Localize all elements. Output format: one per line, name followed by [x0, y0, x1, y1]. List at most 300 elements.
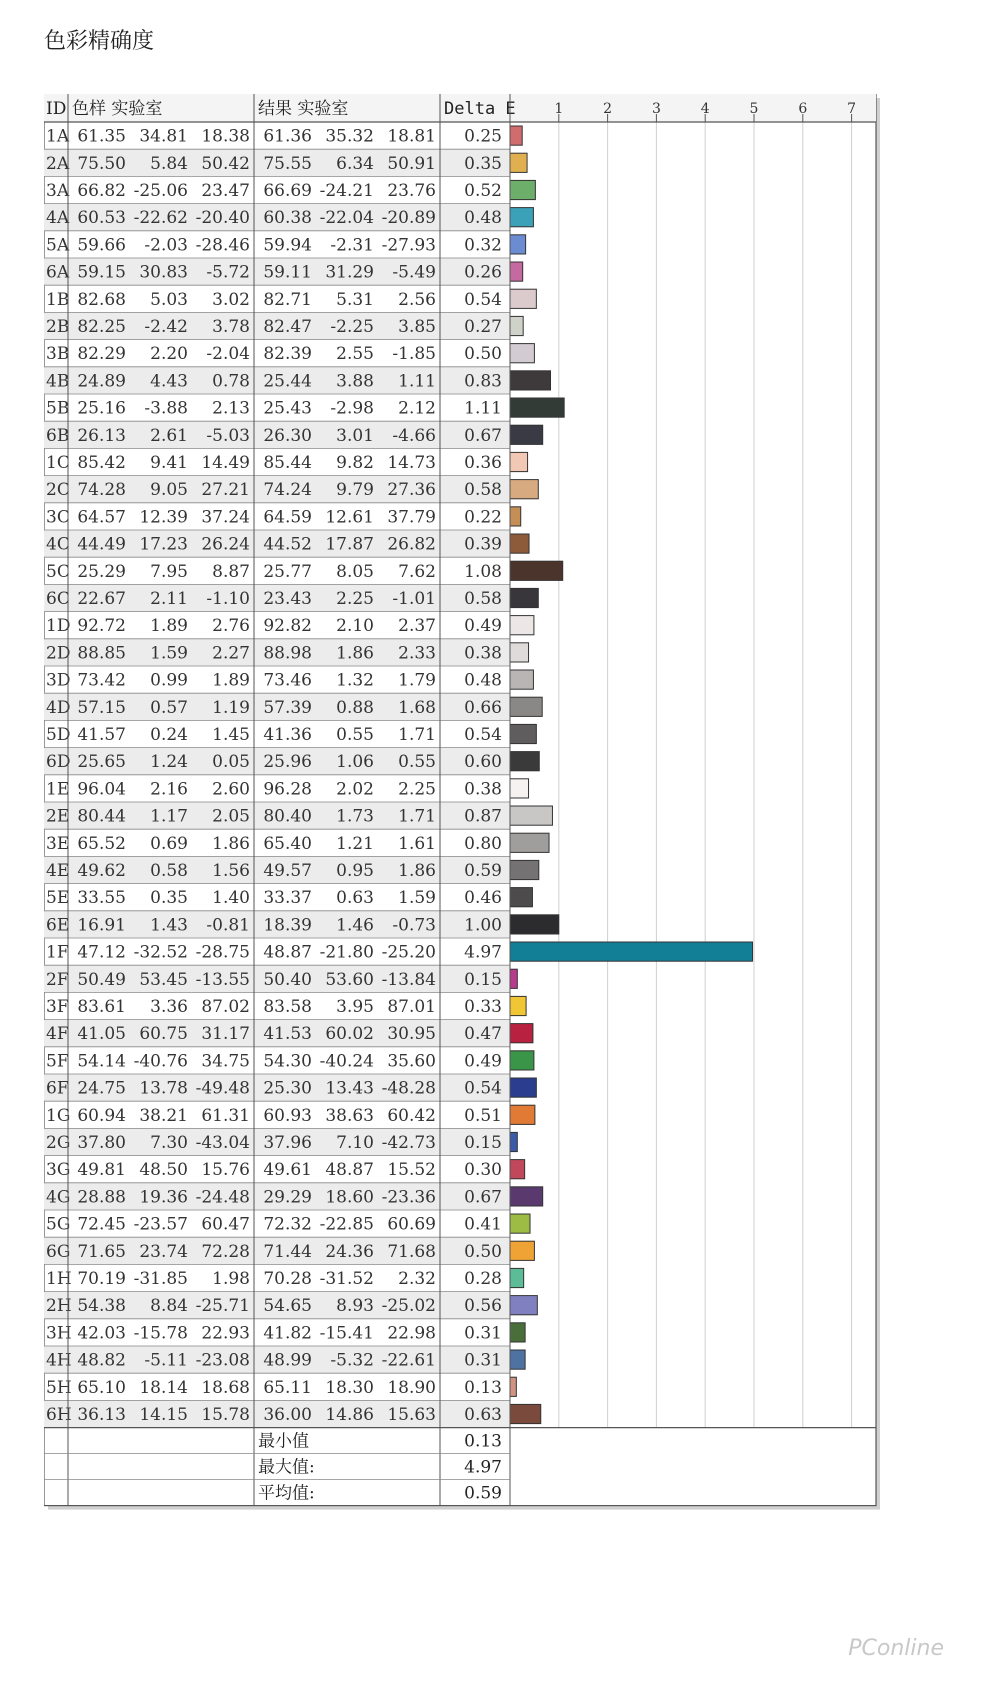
delta-e-bar	[510, 616, 534, 635]
sample-value: 41.57	[77, 724, 126, 745]
sample-value: 25.29	[77, 561, 126, 582]
result-value: -23.36	[381, 1187, 436, 1208]
result-value: -25.02	[381, 1296, 436, 1317]
sample-value: 60.94	[77, 1105, 126, 1126]
delta-e-bar	[510, 262, 523, 281]
delta-e-value: 0.49	[464, 616, 502, 637]
sample-value: 2.16	[150, 779, 188, 800]
result-value: 7.62	[398, 561, 436, 582]
delta-e-value: 0.32	[464, 235, 502, 256]
result-value: 1.59	[398, 888, 436, 909]
result-value: 87.01	[387, 996, 436, 1017]
sample-value: 82.25	[77, 316, 126, 337]
result-value: -5.49	[392, 262, 436, 283]
row-id: 1G	[46, 1105, 71, 1126]
sample-value: -28.46	[195, 235, 250, 256]
row-id: 6F	[46, 1078, 69, 1099]
result-value: 72.32	[263, 1214, 312, 1235]
sample-value: 5.84	[150, 153, 188, 174]
row-id: 1B	[46, 289, 70, 310]
result-value: 85.44	[263, 452, 312, 473]
sample-value: -0.81	[206, 915, 250, 936]
result-value: 25.43	[263, 398, 312, 419]
sample-value: -5.03	[206, 425, 250, 446]
sample-value: -32.52	[133, 942, 188, 963]
delta-e-value: 0.54	[464, 289, 502, 310]
delta-e-value: 0.38	[464, 643, 502, 664]
sample-value: 1.98	[212, 1268, 250, 1289]
result-value: 2.25	[336, 588, 374, 609]
delta-e-value: 0.31	[464, 1323, 502, 1344]
result-value: 9.82	[336, 452, 374, 473]
sample-value: 34.81	[139, 126, 188, 147]
sample-value: 41.05	[77, 1024, 126, 1045]
result-value: 35.32	[325, 126, 374, 147]
delta-e-value: 0.83	[464, 371, 502, 392]
row-id: 6H	[46, 1404, 72, 1425]
sample-value: 8.87	[212, 561, 250, 582]
sample-value: 1.59	[150, 643, 188, 664]
row-id: 6E	[46, 915, 70, 936]
result-value: -2.25	[330, 316, 374, 337]
row-id: 2F	[46, 969, 69, 990]
result-value: 26.30	[263, 425, 312, 446]
result-value: 60.42	[387, 1105, 436, 1126]
delta-e-bar	[510, 1024, 533, 1043]
x-tick-label: 3	[651, 101, 661, 117]
result-value: 64.59	[263, 507, 312, 528]
sample-value: 54.14	[77, 1051, 126, 1072]
sample-value: 1.89	[212, 670, 250, 691]
sample-value: 4.43	[150, 371, 188, 392]
delta-e-bar	[510, 779, 529, 798]
sample-value: 1.24	[150, 752, 188, 773]
delta-e-bar	[510, 915, 559, 934]
header-result: 结果 实验室	[258, 99, 349, 119]
delta-e-bar	[510, 425, 543, 444]
delta-e-value: 0.39	[464, 534, 502, 555]
result-value: -22.61	[381, 1350, 436, 1371]
delta-e-bar	[510, 180, 535, 199]
result-value: -1.01	[392, 588, 436, 609]
row-id: 3G	[46, 1160, 71, 1181]
sample-value: 66.82	[77, 180, 126, 201]
sample-value: 0.99	[150, 670, 188, 691]
delta-e-bar	[510, 126, 522, 145]
result-value: -24.21	[319, 180, 374, 201]
delta-e-bar	[510, 289, 536, 308]
result-value: 14.86	[325, 1404, 374, 1425]
result-value: 65.11	[263, 1377, 312, 1398]
x-tick-label: 7	[847, 101, 857, 117]
sample-value: 1.43	[150, 915, 188, 936]
delta-e-bar	[510, 833, 549, 852]
result-value: 71.68	[387, 1241, 436, 1262]
row-id: 5F	[46, 1051, 69, 1072]
result-value: 1.11	[398, 371, 436, 392]
sample-value: -1.10	[206, 588, 250, 609]
sample-value: 60.53	[77, 208, 126, 229]
delta-e-value: 0.33	[464, 996, 502, 1017]
sample-value: 59.15	[77, 262, 126, 283]
sample-value: 88.85	[77, 643, 126, 664]
result-value: -5.32	[330, 1350, 374, 1371]
row-id: 2G	[46, 1132, 71, 1153]
delta-e-value: 0.54	[464, 724, 502, 745]
summary-value: 4.97	[464, 1457, 502, 1478]
result-value: 82.47	[263, 316, 312, 337]
delta-e-bar	[510, 697, 542, 716]
sample-value: 42.03	[77, 1323, 126, 1344]
delta-e-bar	[510, 724, 536, 743]
sample-value: 9.05	[150, 480, 188, 501]
sample-value: 1.56	[212, 860, 250, 881]
result-value: 1.71	[398, 724, 436, 745]
delta-e-bar	[510, 888, 532, 907]
row-id: 5B	[46, 398, 70, 419]
delta-e-bar	[510, 1350, 525, 1369]
sample-value: 28.88	[77, 1187, 126, 1208]
row-id: 1H	[46, 1268, 72, 1289]
result-value: 18.81	[387, 126, 436, 147]
sample-value: 71.65	[77, 1241, 126, 1262]
result-value: -40.24	[319, 1051, 374, 1072]
result-value: 1.86	[398, 860, 436, 881]
result-value: 2.37	[398, 616, 436, 637]
sample-value: -23.57	[133, 1214, 188, 1235]
sample-value: 22.93	[201, 1323, 250, 1344]
sample-value: 0.78	[212, 371, 250, 392]
sample-value: 0.24	[150, 724, 188, 745]
result-value: -21.80	[319, 942, 374, 963]
result-value: -48.28	[381, 1078, 436, 1099]
sample-value: 83.61	[77, 996, 126, 1017]
result-value: 3.85	[398, 316, 436, 337]
result-value: 70.28	[263, 1268, 312, 1289]
delta-e-bar	[510, 969, 517, 988]
result-value: 74.24	[263, 480, 312, 501]
result-value: -25.20	[381, 942, 436, 963]
sample-value: 64.57	[77, 507, 126, 528]
watermark: PConline	[848, 1636, 944, 1661]
sample-value: 15.76	[201, 1160, 250, 1181]
result-value: 15.52	[387, 1160, 436, 1181]
sample-value: 50.42	[201, 153, 250, 174]
sample-value: 59.66	[77, 235, 126, 256]
result-value: 50.40	[263, 969, 312, 990]
row-id: 6D	[46, 752, 71, 773]
result-value: 30.95	[387, 1024, 436, 1045]
sample-value: 1.89	[150, 616, 188, 637]
x-tick-label: 4	[700, 101, 710, 117]
row-id: 3D	[46, 670, 71, 691]
result-value: 37.96	[263, 1132, 312, 1153]
result-value: 41.53	[263, 1024, 312, 1045]
sample-value: 50.49	[77, 969, 126, 990]
result-value: 2.33	[398, 643, 436, 664]
delta-e-bar	[510, 643, 529, 662]
delta-e-value: 0.15	[464, 969, 502, 990]
sample-value: 37.80	[77, 1132, 126, 1153]
result-value: 1.46	[336, 915, 374, 936]
row-id: 5D	[46, 724, 71, 745]
result-value: 17.87	[325, 534, 374, 555]
sample-value: 60.47	[201, 1214, 250, 1235]
delta-e-bar	[510, 371, 551, 390]
result-value: 82.39	[263, 344, 312, 365]
row-id: 2C	[46, 480, 70, 501]
sample-value: 2.60	[212, 779, 250, 800]
result-value: 0.95	[336, 860, 374, 881]
sample-value: 57.15	[77, 697, 126, 718]
result-value: 18.39	[263, 915, 312, 936]
result-value: 88.98	[263, 643, 312, 664]
sample-value: -25.06	[133, 180, 188, 201]
sample-value: -31.85	[133, 1268, 188, 1289]
delta-e-value: 0.36	[464, 452, 502, 473]
row-id: 5E	[46, 888, 70, 909]
result-value: 33.37	[263, 888, 312, 909]
result-value: 1.73	[336, 806, 374, 827]
delta-e-value: 0.50	[464, 1241, 502, 1262]
delta-e-value: 0.41	[464, 1214, 502, 1235]
result-value: 1.86	[336, 643, 374, 664]
delta-e-value: 0.48	[464, 208, 502, 229]
sample-value: 18.68	[201, 1377, 250, 1398]
sample-value: 14.15	[139, 1404, 188, 1425]
delta-e-bar	[510, 1404, 541, 1423]
header-sample: 色样 实验室	[72, 99, 163, 119]
result-value: 65.40	[263, 833, 312, 854]
sample-value: 15.78	[201, 1404, 250, 1425]
row-id: 6G	[46, 1241, 71, 1262]
sample-value: 24.75	[77, 1078, 126, 1099]
result-value: 2.10	[336, 616, 374, 637]
summary-label: 平均值:	[258, 1483, 315, 1504]
delta-e-bar	[510, 1296, 537, 1315]
result-value: 48.99	[263, 1350, 312, 1371]
row-id: 1F	[46, 942, 69, 963]
delta-e-bar	[510, 1377, 516, 1396]
sample-value: 61.31	[201, 1105, 250, 1126]
sample-value: 60.75	[139, 1024, 188, 1045]
delta-e-bar	[510, 1160, 525, 1179]
result-value: 6.34	[336, 153, 374, 174]
delta-e-value: 0.25	[464, 126, 502, 147]
result-value: 18.90	[387, 1377, 436, 1398]
row-id: 3E	[46, 833, 70, 854]
sample-value: 0.57	[150, 697, 188, 718]
result-value: 0.88	[336, 697, 374, 718]
result-value: 60.38	[263, 208, 312, 229]
color-accuracy-report	[44, 94, 944, 1614]
result-value: 92.82	[263, 616, 312, 637]
sample-value: 31.17	[201, 1024, 250, 1045]
sample-value: 25.65	[77, 752, 126, 773]
result-value: 25.30	[263, 1078, 312, 1099]
sample-value: 61.35	[77, 126, 126, 147]
result-value: 3.95	[336, 996, 374, 1017]
row-id: 3C	[46, 507, 70, 528]
sample-value: 13.78	[139, 1078, 188, 1099]
sample-value: 70.19	[77, 1268, 126, 1289]
delta-e-bar	[510, 507, 521, 526]
sample-value: 5.03	[150, 289, 188, 310]
row-id: 5G	[46, 1214, 71, 1235]
sample-value: 25.16	[77, 398, 126, 419]
sample-value: 33.55	[77, 888, 126, 909]
delta-e-chart	[44, 94, 944, 1614]
row-id: 4A	[46, 208, 70, 229]
sample-value: -49.48	[195, 1078, 250, 1099]
delta-e-bar	[510, 1323, 525, 1342]
result-value: 53.60	[325, 969, 374, 990]
delta-e-value: 0.22	[464, 507, 502, 528]
result-value: 1.71	[398, 806, 436, 827]
delta-e-value: 0.47	[464, 1024, 502, 1045]
result-value: 26.82	[387, 534, 436, 555]
delta-e-bar	[510, 1105, 535, 1124]
row-id: 4B	[46, 371, 70, 392]
result-value: 83.58	[263, 996, 312, 1017]
delta-e-bar	[510, 153, 527, 172]
sample-value: 65.10	[77, 1377, 126, 1398]
row-id: 2D	[46, 643, 71, 664]
delta-e-bar	[510, 1268, 524, 1287]
result-value: 44.52	[263, 534, 312, 555]
result-value: 41.36	[263, 724, 312, 745]
result-value: 73.46	[263, 670, 312, 691]
result-value: -22.85	[319, 1214, 374, 1235]
sample-value: 85.42	[77, 452, 126, 473]
delta-e-bar	[510, 752, 539, 771]
sample-value: 96.04	[77, 779, 126, 800]
delta-e-value: 0.50	[464, 344, 502, 365]
result-value: 1.06	[336, 752, 374, 773]
delta-e-bar	[510, 452, 528, 471]
delta-e-value: 0.59	[464, 860, 502, 881]
result-value: 24.36	[325, 1241, 374, 1262]
sample-value: 1.45	[212, 724, 250, 745]
sample-value: 87.02	[201, 996, 250, 1017]
result-value: 14.73	[387, 452, 436, 473]
x-tick-label: 1	[554, 101, 564, 117]
row-id: 3A	[46, 180, 70, 201]
sample-value: 0.69	[150, 833, 188, 854]
delta-e-bar	[510, 316, 523, 335]
row-id: 1C	[46, 452, 70, 473]
sample-value: 26.24	[201, 534, 250, 555]
sample-value: 3.36	[150, 996, 188, 1017]
row-id: 4H	[46, 1350, 72, 1371]
header-delta: Delta E	[444, 99, 516, 119]
delta-e-value: 0.87	[464, 806, 502, 827]
delta-e-value: 1.00	[464, 915, 502, 936]
delta-e-bar	[510, 1132, 517, 1151]
delta-e-value: 0.15	[464, 1132, 502, 1153]
result-value: 7.10	[336, 1132, 374, 1153]
sample-value: 0.58	[150, 860, 188, 881]
delta-e-bar	[510, 208, 533, 227]
result-value: 49.61	[263, 1160, 312, 1181]
delta-e-value: 0.54	[464, 1078, 502, 1099]
sample-value: -3.88	[144, 398, 188, 419]
sample-value: 47.12	[77, 942, 126, 963]
delta-e-value: 0.66	[464, 697, 502, 718]
sample-value: 74.28	[77, 480, 126, 501]
sample-value: 9.41	[150, 452, 188, 473]
sample-value: -24.48	[195, 1187, 250, 1208]
sample-value: 38.21	[139, 1105, 188, 1126]
result-value: 25.44	[263, 371, 312, 392]
sample-value: 2.27	[212, 643, 250, 664]
row-id: 2H	[46, 1296, 72, 1317]
sample-value: 7.95	[150, 561, 188, 582]
sample-value: 54.38	[77, 1296, 126, 1317]
sample-value: 48.82	[77, 1350, 126, 1371]
row-id: 6C	[46, 588, 70, 609]
result-value: 29.29	[263, 1187, 312, 1208]
sample-value: 23.47	[201, 180, 250, 201]
sample-value: -25.71	[195, 1296, 250, 1317]
sample-value: -2.04	[206, 344, 250, 365]
delta-e-value: 0.51	[464, 1105, 502, 1126]
summary-value: 0.13	[464, 1431, 502, 1452]
row-id: 2A	[46, 153, 70, 174]
x-tick-label: 5	[749, 101, 759, 117]
result-value: 59.11	[263, 262, 312, 283]
summary-label: 最小值	[258, 1431, 309, 1452]
sample-value: 92.72	[77, 616, 126, 637]
delta-e-bar	[510, 480, 538, 499]
result-value: 35.60	[387, 1051, 436, 1072]
sample-value: 49.81	[77, 1160, 126, 1181]
delta-e-bar	[510, 670, 533, 689]
sample-value: 17.23	[139, 534, 188, 555]
result-value: 8.93	[336, 1296, 374, 1317]
result-value: 75.55	[263, 153, 312, 174]
delta-e-bar	[510, 344, 534, 363]
result-value: 54.65	[263, 1296, 312, 1317]
sample-value: -28.75	[195, 942, 250, 963]
sample-value: 2.13	[212, 398, 250, 419]
sample-value: 24.89	[77, 371, 126, 392]
delta-e-bar	[510, 534, 529, 553]
sample-value: 8.84	[150, 1296, 188, 1317]
delta-e-value: 0.26	[464, 262, 502, 283]
sample-value: 80.44	[77, 806, 126, 827]
delta-e-value: 0.56	[464, 1296, 502, 1317]
sample-value: 7.30	[150, 1132, 188, 1153]
sample-value: 65.52	[77, 833, 126, 854]
sample-value: -40.76	[133, 1051, 188, 1072]
result-value: 57.39	[263, 697, 312, 718]
result-value: 12.61	[325, 507, 374, 528]
delta-e-bar	[510, 235, 526, 254]
delta-e-bar	[510, 942, 753, 961]
delta-e-value: 0.67	[464, 425, 502, 446]
sample-value: 0.05	[212, 752, 250, 773]
result-value: 66.69	[263, 180, 312, 201]
result-value: 25.96	[263, 752, 312, 773]
row-id: 5A	[46, 235, 70, 256]
sample-value: 72.28	[201, 1241, 250, 1262]
row-id: 1A	[46, 126, 70, 147]
sample-value: -20.40	[195, 208, 250, 229]
delta-e-bar	[510, 1051, 534, 1070]
delta-e-value: 4.97	[464, 942, 502, 963]
result-value: 71.44	[263, 1241, 312, 1262]
